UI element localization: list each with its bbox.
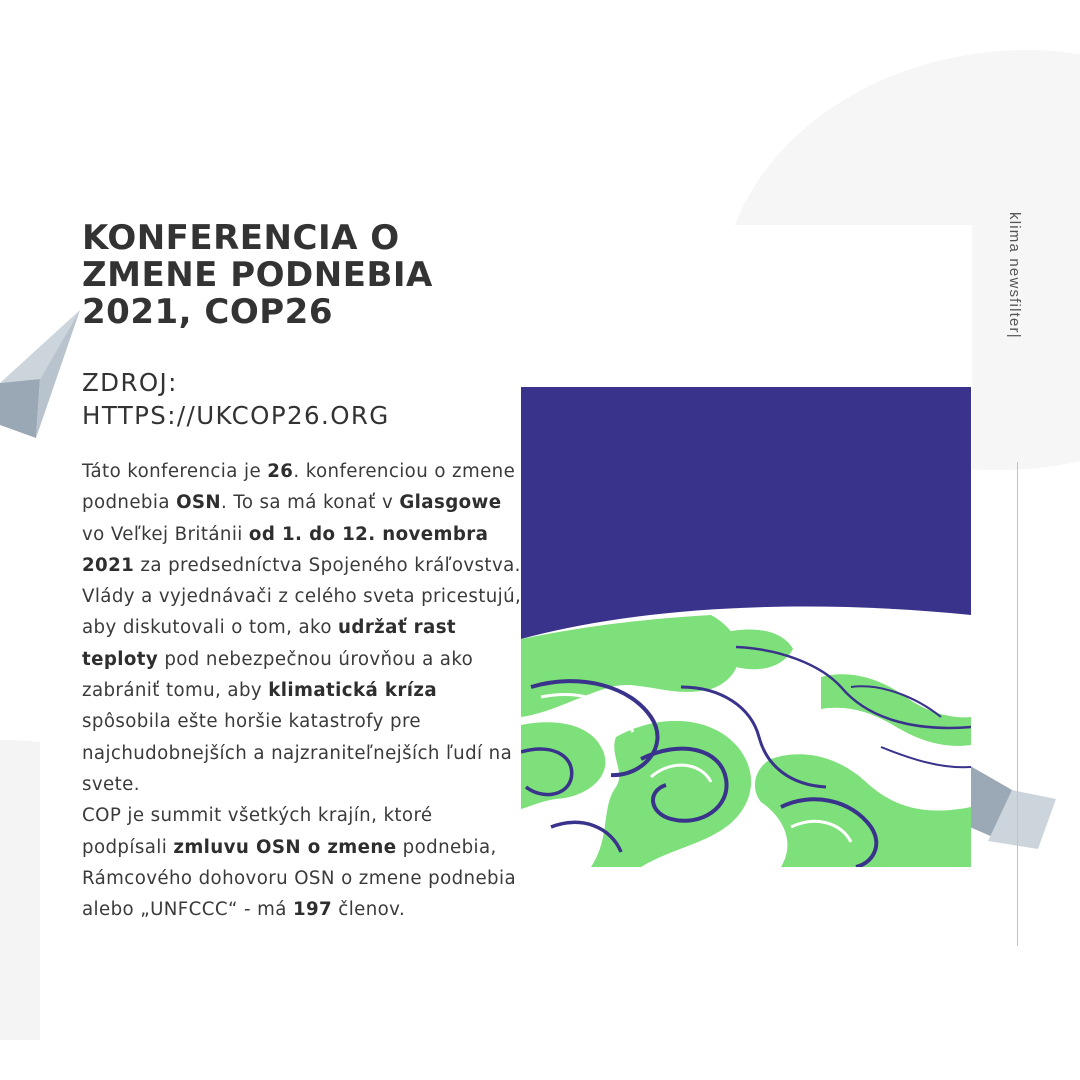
body-text-run: podnebia, Rámcového dohovoru OSN o zmene podnebia alebo „UNFCCC“ - má [82,836,517,921]
body-paragraph [82,581,522,800]
emphasis-text: 26 [267,461,294,482]
earth-illustration [521,387,971,867]
source-url: HTTPS://UKCOP26.ORG [82,401,390,430]
body-text-run: . To sa má konať v [221,492,400,514]
body-text-run: COP je summit všetkých krajín, ktoré podpísali [82,805,433,858]
body-text-run: . konferenciou o zmene podnebia [82,461,516,514]
body-text-run: Vlády a vyjednávači z celého sveta pricestujú, aby diskutovali o tom, ako [82,586,522,639]
brand-side-label: klima newsfilter| [1006,212,1023,339]
vertical-divider [1017,462,1018,946]
emphasis-text: od 1. do 12. novembra 2021 [82,523,489,576]
page-title [82,220,502,331]
body-paragraph [82,456,522,581]
title-line: KONFERENCIA O [82,218,400,258]
emphasis-text: Glasgowe [399,492,502,514]
emphasis-text: udržať rast teploty [82,617,457,670]
article-body [82,456,522,925]
paper-plane-shape [0,305,82,445]
source-heading [82,366,512,432]
body-text-run: Táto konferencia je [82,461,268,482]
body-text-run: spôsobila ešte horšie katastrofy pre najchudobnejších a najzraniteľnejších ľudí na svete. [82,711,513,795]
emphasis-text: klimatická kríza [268,680,438,702]
title-line: ZMENE PODNEBIA [82,255,433,295]
source-label: ZDROJ: [82,368,178,397]
emphasis-text: 197 [292,899,333,921]
body-text-run: vo Veľkej Británii [82,523,249,545]
title-line: 2021, COP26 [82,292,333,332]
emphasis-text: zmluvu OSN o zmene [173,836,397,858]
body-text-run: členov. [332,899,406,921]
body-text-run: za predsedníctva Spojeného kráľovstva. [134,554,521,576]
body-text-run: pod nebezpečnou úrovňou a ako zabrániť tomu, aby [82,648,474,702]
body-paragraph [82,800,522,925]
emphasis-text: OSN [176,492,222,514]
